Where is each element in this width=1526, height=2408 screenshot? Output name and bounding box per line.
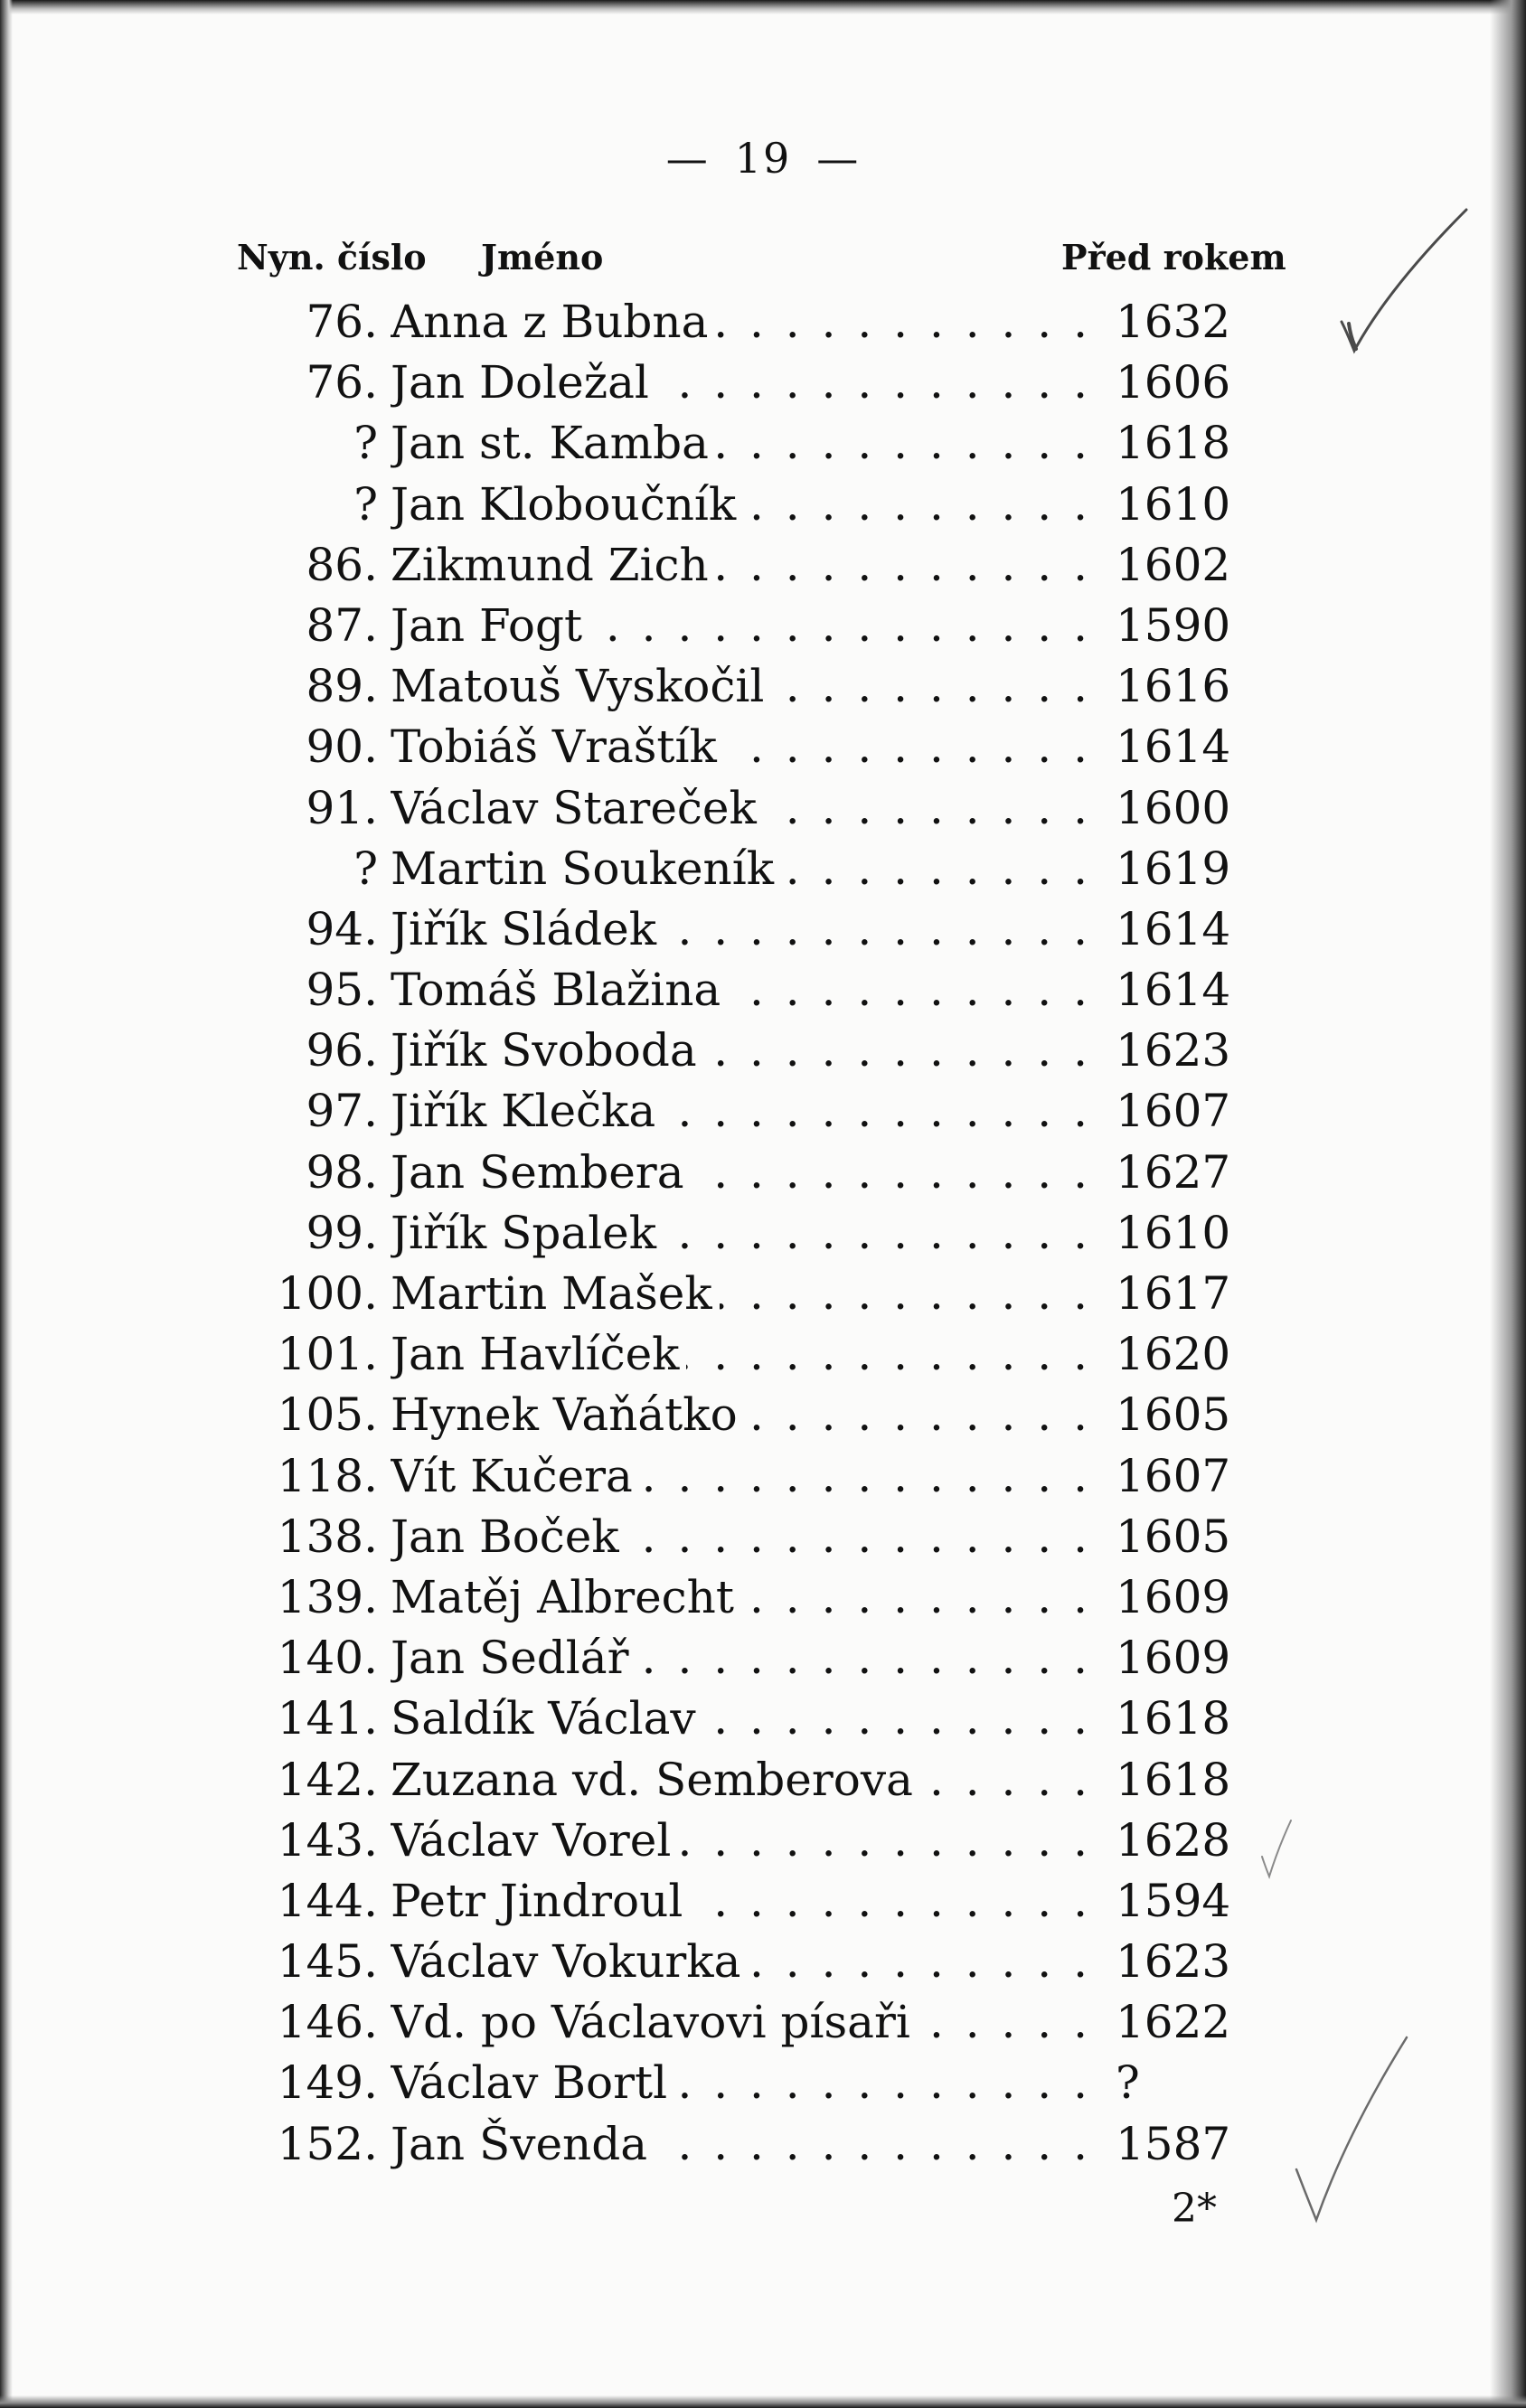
row-name-cell <box>391 1324 1091 1385</box>
page-number-dash-right: — <box>816 134 861 183</box>
register-row <box>0 1385 1526 1445</box>
row-name-cell <box>391 2053 1091 2113</box>
page-edge-top <box>0 0 1526 14</box>
row-number: 86. <box>306 538 378 591</box>
row-name-cell <box>391 899 1091 960</box>
register-row <box>0 1871 1526 1932</box>
register-row <box>0 778 1526 839</box>
column-header-name: Jméno <box>481 237 604 277</box>
page-edge-bottom <box>0 2395 1526 2408</box>
row-number: 146. <box>277 1996 378 2049</box>
row-name-cell <box>391 1446 1091 1507</box>
row-year: 1605 <box>1116 1510 1231 1563</box>
row-name-cell <box>391 1992 1091 2053</box>
row-name-cell <box>391 596 1091 656</box>
row-number: 149. <box>277 2056 378 2110</box>
row-number: 140. <box>277 1632 378 1685</box>
row-name: Petr Jindroul <box>391 1875 690 1927</box>
row-year: 1610 <box>1116 477 1231 531</box>
row-number: 76. <box>306 296 378 348</box>
register-row <box>0 1688 1526 1749</box>
row-name-cell <box>391 1811 1091 1871</box>
row-name: Tomáš Blažina <box>391 964 728 1016</box>
register-row <box>0 292 1526 353</box>
register-row <box>0 1507 1526 1567</box>
row-name: Jiřík Spalek <box>391 1207 664 1259</box>
register-row <box>0 1446 1526 1507</box>
row-name-cell <box>391 1385 1091 1445</box>
row-year: 1607 <box>1116 1085 1231 1138</box>
row-year: 1616 <box>1116 660 1231 713</box>
row-name: Martin Soukeník <box>391 842 781 895</box>
row-year: 1618 <box>1116 1753 1231 1806</box>
row-year: 1614 <box>1116 964 1231 1017</box>
row-year: 1609 <box>1116 1570 1231 1623</box>
row-year: 1594 <box>1116 1874 1231 1927</box>
register-row <box>0 475 1526 535</box>
row-name-cell <box>391 413 1091 474</box>
row-name: Václav Bortl <box>391 2056 674 2109</box>
row-year: 1628 <box>1116 1813 1231 1867</box>
row-name: Jan Doležal <box>391 356 656 409</box>
row-name: Jan Fogt <box>391 599 589 652</box>
row-name: Vít Kučera <box>391 1450 640 1502</box>
row-number: 96. <box>306 1024 378 1077</box>
row-year: 1606 <box>1116 356 1231 409</box>
row-name-cell <box>391 535 1091 596</box>
row-name-cell <box>391 1750 1091 1811</box>
row-name: Matěj Albrecht <box>391 1571 741 1623</box>
row-name-cell <box>391 1567 1091 1628</box>
row-number: 98. <box>306 1145 378 1199</box>
row-name: Václav Stareček <box>391 782 764 834</box>
row-year: 1632 <box>1116 296 1231 348</box>
register-row <box>0 960 1526 1021</box>
row-name: Jiřík Klečka <box>391 1085 663 1137</box>
row-number: 76. <box>306 356 378 409</box>
row-name: Jan st. Kamba <box>391 417 716 469</box>
row-name: Matouš Vyskočil <box>391 660 771 712</box>
register-row <box>0 353 1526 413</box>
row-name-cell <box>391 1081 1091 1142</box>
row-name-cell <box>391 1932 1091 1992</box>
row-number: 152. <box>277 2117 378 2170</box>
page-number-value: 19 <box>734 134 792 183</box>
row-year: 1610 <box>1116 1206 1231 1259</box>
row-year: 1619 <box>1116 842 1231 895</box>
row-name-cell <box>391 1628 1091 1688</box>
page-number-dash-left: — <box>665 134 710 183</box>
page-number <box>0 134 1526 183</box>
row-year: 1617 <box>1116 1267 1231 1320</box>
row-name-cell <box>391 1203 1091 1264</box>
row-name-cell <box>391 1143 1091 1203</box>
row-year: 1607 <box>1116 1449 1231 1502</box>
check-mark-icon <box>1293 2034 1410 2224</box>
row-number: 142. <box>277 1753 378 1806</box>
row-number: 94. <box>306 902 378 955</box>
row-name: Martin Mašek <box>391 1267 720 1320</box>
row-year: 1618 <box>1116 1692 1231 1745</box>
row-name: Saldík Václav <box>391 1692 703 1745</box>
register-row <box>0 1324 1526 1385</box>
register-row <box>0 717 1526 777</box>
row-year: 1623 <box>1116 1024 1231 1077</box>
row-name: Hynek Vaňátko <box>391 1388 745 1441</box>
check-mark-icon <box>1334 206 1470 360</box>
register-row <box>0 1203 1526 1264</box>
row-number: ? <box>353 477 378 531</box>
column-header-number: Nyn. číslo <box>237 237 427 277</box>
row-number: ? <box>353 842 378 895</box>
row-name: Jan Havlíček <box>391 1328 686 1380</box>
row-year: 1609 <box>1116 1632 1231 1685</box>
row-name-cell <box>391 717 1091 777</box>
row-name: Václav Vokurka <box>391 1935 748 1988</box>
register-row <box>0 535 1526 596</box>
register-row <box>0 1932 1526 1992</box>
row-name: Jiřík Sládek <box>391 903 664 955</box>
row-number: 145. <box>277 1935 378 1989</box>
register-row <box>0 1264 1526 1324</box>
row-number: 99. <box>306 1206 378 1259</box>
row-number: 90. <box>306 720 378 774</box>
row-name-cell <box>391 1507 1091 1567</box>
row-name-cell <box>391 475 1091 535</box>
row-number: 143. <box>277 1813 378 1867</box>
register-row <box>0 1021 1526 1081</box>
row-number: 144. <box>277 1874 378 1927</box>
row-name: Václav Vorel <box>391 1814 678 1867</box>
row-number: 95. <box>306 964 378 1017</box>
row-name-cell <box>391 353 1091 413</box>
row-name: Jiřík Svoboda <box>391 1024 704 1077</box>
register-row <box>0 413 1526 474</box>
row-number: ? <box>353 417 378 470</box>
register-row <box>0 1567 1526 1628</box>
row-year: 1622 <box>1116 1996 1231 2049</box>
row-year: 1587 <box>1116 2117 1231 2170</box>
row-name: Anna z Bubna <box>391 296 715 348</box>
row-name: Vd. po Václavovi písaři <box>391 1996 918 2048</box>
register-row <box>0 596 1526 656</box>
row-name-cell <box>391 1264 1091 1324</box>
row-name: Jan Kloboučník <box>391 478 743 531</box>
row-name: Jan Sembera <box>391 1146 692 1199</box>
row-number: 101. <box>277 1328 378 1381</box>
register-row <box>0 1081 1526 1142</box>
register-row <box>0 1143 1526 1203</box>
register-row <box>0 899 1526 960</box>
row-year: 1627 <box>1116 1145 1231 1199</box>
column-header-year: Před rokem <box>1061 237 1286 277</box>
row-number: 91. <box>306 781 378 834</box>
register-row <box>0 1628 1526 1688</box>
row-year: 1602 <box>1116 538 1231 591</box>
register-row <box>0 839 1526 899</box>
row-year: ? <box>1116 2056 1140 2110</box>
row-year: 1590 <box>1116 598 1231 652</box>
row-year: 1605 <box>1116 1388 1231 1442</box>
row-number: 141. <box>277 1692 378 1745</box>
row-year: 1618 <box>1116 417 1231 470</box>
row-name-cell <box>391 1871 1091 1932</box>
row-name: Jan Sedlář <box>391 1632 636 1684</box>
row-number: 87. <box>306 598 378 652</box>
row-number: 89. <box>306 660 378 713</box>
row-name-cell <box>391 960 1091 1021</box>
row-year: 1623 <box>1116 1935 1231 1989</box>
row-name: Jan Boček <box>391 1510 626 1563</box>
row-number: 105. <box>277 1388 378 1442</box>
register-row <box>0 1750 1526 1811</box>
row-year: 1614 <box>1116 902 1231 955</box>
check-mark-icon <box>1258 1817 1295 1880</box>
row-number: 97. <box>306 1085 378 1138</box>
row-name-cell <box>391 656 1091 717</box>
row-year: 1614 <box>1116 720 1231 774</box>
row-year: 1620 <box>1116 1328 1231 1381</box>
register-row <box>0 1811 1526 1871</box>
row-name: Tobiáš Vraštík <box>391 720 724 773</box>
row-name: Zuzana vd. Semberova <box>391 1754 920 1806</box>
row-name: Zikmund Zich <box>391 539 716 591</box>
row-number: 138. <box>277 1510 378 1563</box>
row-number: 100. <box>277 1267 378 1320</box>
row-name-cell <box>391 2114 1091 2175</box>
register-list <box>0 292 1526 2175</box>
row-name-cell <box>391 1021 1091 1081</box>
row-number: 139. <box>277 1570 378 1623</box>
row-name-cell <box>391 839 1091 899</box>
row-name: Jan Švenda <box>391 2118 655 2170</box>
row-name-cell <box>391 778 1091 839</box>
row-name-cell <box>391 292 1091 353</box>
row-year: 1600 <box>1116 781 1231 834</box>
register-row <box>0 656 1526 717</box>
row-number: 118. <box>277 1449 378 1502</box>
signature-mark: 2* <box>1172 2186 1217 2232</box>
row-name-cell <box>391 1688 1091 1749</box>
